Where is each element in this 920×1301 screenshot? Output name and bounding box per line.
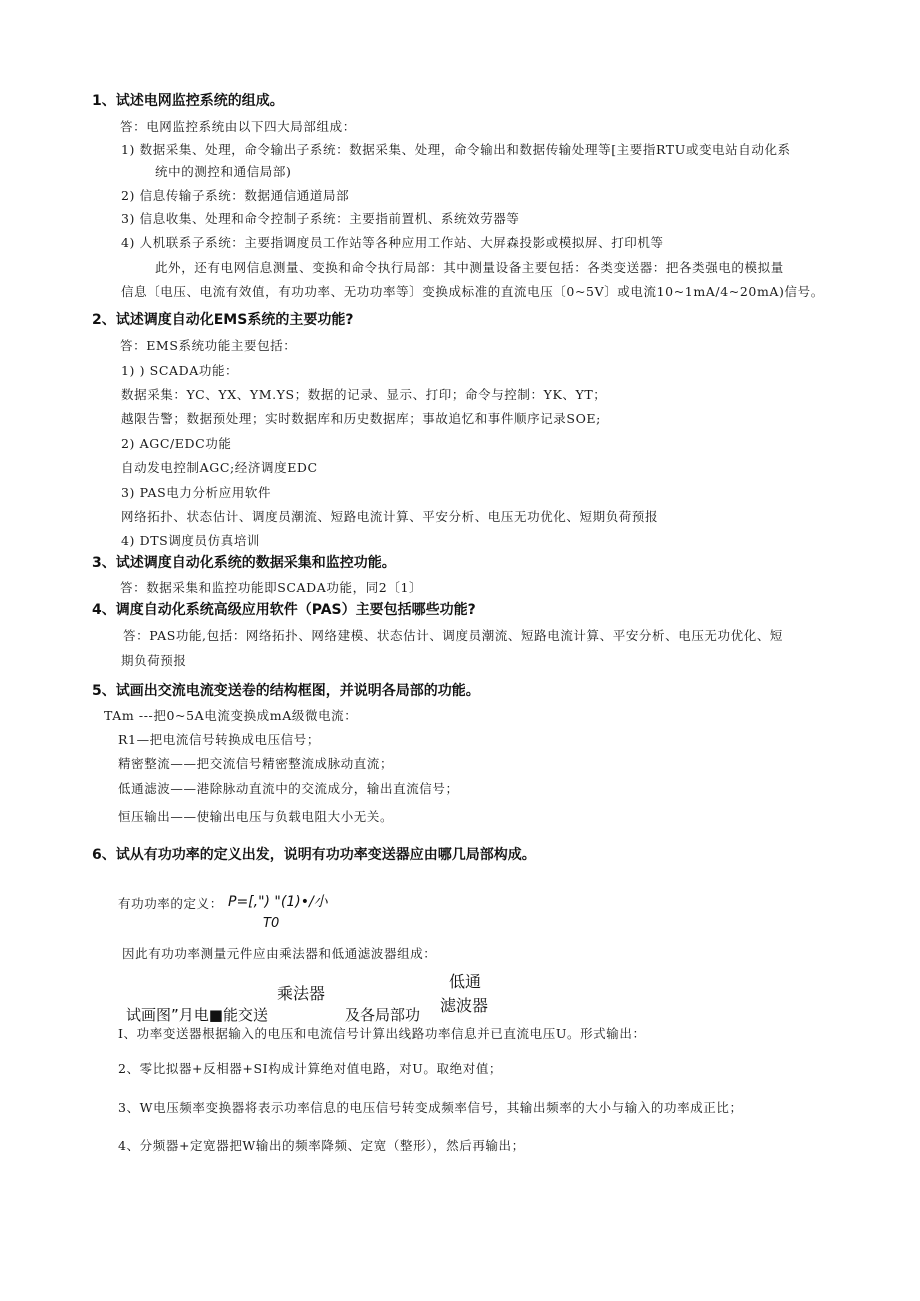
q3-answer: 答：数据采集和监控功能即SCADA功能，同2〔1〕: [120, 580, 423, 595]
q6-point-4: 4、分频器+定宽器把W输出的频率降频、定宽（整形），然后再输出；: [118, 1138, 525, 1153]
q6-formula: P=[,") "(1)•/小: [228, 894, 328, 910]
q5-r1: R1—把电流信号转换成电压信号；: [118, 732, 320, 747]
diagram-multiplier: 乘法器: [277, 984, 326, 1003]
q1-item1-line2: 统中的测控和通信局部): [155, 164, 292, 179]
q2-scada-line1: 数据采集：YC、YX、YM.YS；数据的记录、显示、打印；命令与控制：YK、YT；: [121, 387, 607, 402]
q6-formula-subscript: T0: [263, 916, 280, 931]
q5-constant: 恒压输出——使输出电压与负载电阻大小无关。: [118, 809, 394, 824]
q5-tam: TAm ---把0~5A电流变换成mA级微电流：: [104, 708, 358, 723]
q2-pas-line: 网络拓扑、状态估计、调度员潮流、短路电流计算、平安分析、电压无功优化、短期负荷预报: [121, 509, 659, 524]
q2-heading-2: 2) AGC/EDC功能: [121, 436, 232, 451]
q2-scada-line2: 越限告警；数据预处理；实时数据库和历史数据库；事故追忆和事件顺序记录SOE;: [121, 411, 601, 426]
q1-intro: 答：电网监控系统由以下四大局部组成：: [120, 119, 356, 134]
q6-title: 6、试从有功功率的定义出发，说明有功功率变送器应由哪几局部构成。: [92, 847, 536, 863]
q6-definition-label: 有功功率的定义：: [118, 896, 223, 911]
q2-intro: 答：EMS系统功能主要包括：: [120, 338, 297, 353]
q6-point-1: I、功率变送器根据输入的电压和电流信号计算出线路功率信息并已直流电压U。形式输出：: [118, 1026, 646, 1041]
q4-answer-line1: 答：PAS功能,包括：网络拓扑、网络建模、状态估计、调度员潮流、短路电流计算、平安分析、电压无功优化、短: [123, 628, 784, 643]
diagram-right-text: 及各局部功: [345, 1006, 421, 1024]
q5-rectify: 精密整流——把交流信号精密整流成脉动直流；: [118, 756, 394, 771]
q2-title: 2、试述调度自动化EMS系统的主要功能?: [92, 312, 354, 328]
q1-item1-line1: 1) 数据采集、处理，命令输出子系统：数据采集、处理，命令输出和数据传输处理等[主要指RTU或变电站自动化系: [121, 142, 791, 157]
q2-heading-3: 3) PAS电力分析应用软件: [121, 485, 272, 500]
q6-point-2: 2、零比拟器+反相器+SI构成计算绝对值电路，对U。取绝对值；: [118, 1061, 503, 1076]
q6-consist: 因此有功功率测量元件应由乘法器和低通滤波器组成：: [122, 946, 437, 961]
q2-heading-1: 1) ) SCADA功能：: [121, 363, 239, 378]
q1-item4: 4) 人机联系子系统：主要指调度员工作站等各种应用工作站、大屏森投影或模拟屏、打印机等: [121, 235, 664, 250]
q1-title: 1、试述电网监控系统的组成。: [92, 93, 284, 109]
q1-item2: 2) 信息传输子系统：数据通信通道局部: [121, 188, 350, 203]
q1-item3: 3) 信息收集、处理和命令控制子系统：主要指前置机、系统效劳器等: [121, 211, 520, 226]
q5-lowpass: 低通滤波——港除脉动直流中的交流成分，输出直流信号；: [118, 781, 459, 796]
q3-title: 3、试述调度自动化系统的数据采集和监控功能。: [92, 555, 396, 571]
q2-heading-4: 4) DTS调度员仿真培训: [121, 533, 261, 548]
q4-answer-line2: 期负荷预报: [121, 653, 187, 668]
diagram-left-text: 试画图”月电■能交送: [126, 1006, 268, 1024]
diagram-lowpass-line2: 滤波器: [440, 996, 489, 1015]
diagram-lowpass-line1: 低通: [449, 972, 482, 991]
q1-extra-line1: 此外，还有电网信息测量、变换和命令执行局部：其中测量设备主要包括：各类变送器：把各类强电的模拟量: [155, 260, 784, 275]
q4-title: 4、调度自动化系统高级应用软件（PAS）主要包括哪些功能?: [92, 602, 476, 618]
q5-title: 5、试画出交流电流变送卷的结构框图，并说明各局部的功能。: [92, 683, 480, 699]
q1-extra-line2: 信息〔电压、电流有效值，有功功率、无功功率等〕变换成标准的直流电压〔0~5V〕或电流10~1mA/4~20mA)信号。: [121, 284, 824, 299]
q2-agc-line: 自动发电控制AGC;经济调度EDC: [121, 460, 318, 475]
q6-point-3: 3、W电压频率变换器将表示功率信息的电压信号转变成频率信号，其输出频率的大小与输入的功率成正比；: [118, 1100, 743, 1115]
